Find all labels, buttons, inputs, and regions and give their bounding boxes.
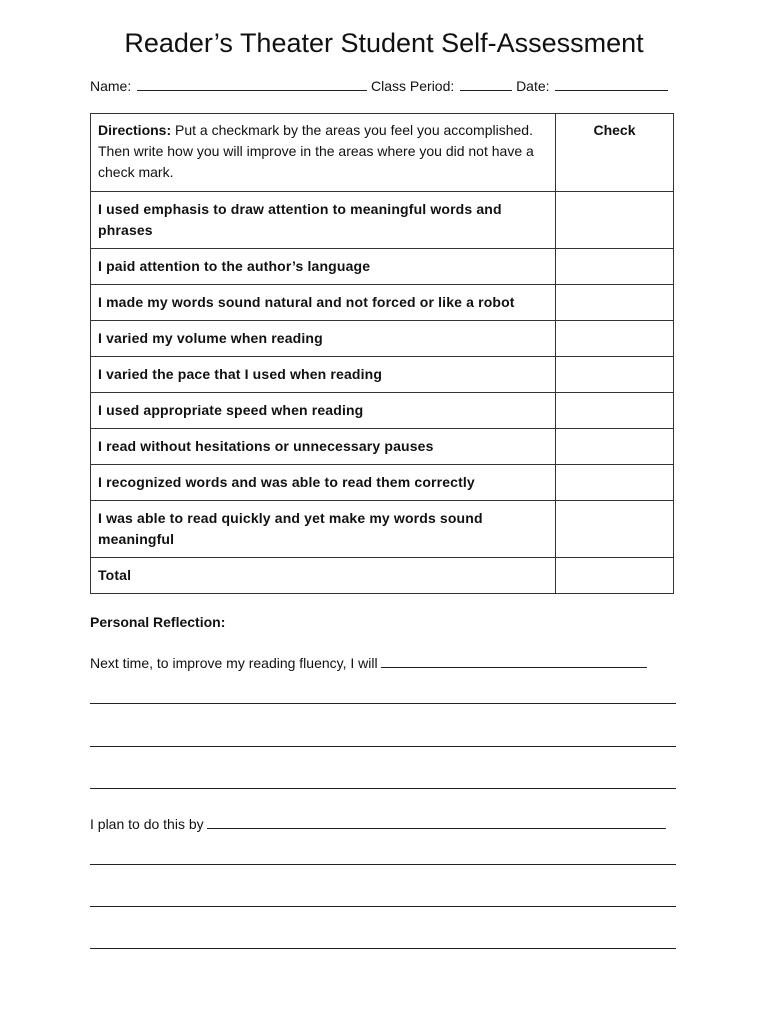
class-period-label: Class Period: — [371, 78, 455, 94]
check-box-cell[interactable] — [556, 429, 674, 465]
name-blank[interactable] — [137, 77, 367, 91]
check-box-cell[interactable] — [556, 393, 674, 429]
table-header-row — [91, 114, 674, 192]
check-box-cell[interactable] — [556, 285, 674, 321]
improve-answer-blank[interactable] — [381, 654, 647, 668]
criterion-label: I paid attention to the author’s language — [91, 249, 556, 285]
improve-prompt-text: Next time, to improve my reading fluency, I will — [90, 655, 378, 671]
table-row — [91, 429, 674, 465]
table-row — [91, 501, 674, 558]
total-value-cell[interactable] — [556, 558, 674, 594]
directions-cell — [91, 114, 556, 192]
table-row — [91, 249, 674, 285]
criterion-label: I varied my volume when reading — [91, 321, 556, 357]
table-row — [91, 357, 674, 393]
table-row — [91, 465, 674, 501]
reflection-prompt-plan — [90, 815, 666, 833]
writing-line[interactable] — [90, 746, 676, 747]
writing-line[interactable] — [90, 906, 676, 907]
check-box-cell[interactable] — [556, 192, 674, 249]
date-label: Date: — [516, 78, 550, 94]
criterion-label: I made my words sound natural and not forced or like a robot — [91, 285, 556, 321]
self-assessment-table — [90, 113, 674, 594]
writing-line[interactable] — [90, 948, 676, 949]
writing-line[interactable] — [90, 864, 676, 865]
check-column-header: Check — [556, 114, 674, 192]
date-blank[interactable] — [555, 77, 668, 91]
class-period-blank[interactable] — [460, 77, 512, 91]
check-box-cell[interactable] — [556, 249, 674, 285]
table-row — [91, 285, 674, 321]
criterion-label: I recognized words and was able to read them correctly — [91, 465, 556, 501]
table-row — [91, 192, 674, 249]
reflection-prompt-improve — [90, 654, 647, 672]
criterion-label: I varied the pace that I used when reading — [91, 357, 556, 393]
criterion-label: I used appropriate speed when reading — [91, 393, 556, 429]
writing-line[interactable] — [90, 788, 676, 789]
table-row — [91, 393, 674, 429]
criterion-label: I was able to read quickly and yet make my words sound meaningful — [91, 501, 556, 558]
criterion-label: I used emphasis to draw attention to meaningful words and phrases — [91, 192, 556, 249]
directions-label: Directions: — [98, 122, 172, 138]
page-title: Reader’s Theater Student Self-Assessment — [124, 28, 644, 58]
criterion-label: I read without hesitations or unnecessary pauses — [91, 429, 556, 465]
directions-text: Put a checkmark by the areas you feel you accomplished. Then write how you will improve in the areas where you did not have a check mark. — [98, 122, 534, 180]
check-box-cell[interactable] — [556, 321, 674, 357]
check-box-cell[interactable] — [556, 501, 674, 558]
total-label: Total — [91, 558, 556, 594]
total-row — [91, 558, 674, 594]
check-box-cell[interactable] — [556, 465, 674, 501]
student-info-line — [90, 77, 668, 95]
reflection-heading: Personal Reflection: — [90, 614, 226, 630]
plan-prompt-text: I plan to do this by — [90, 816, 204, 832]
table-row — [91, 321, 674, 357]
plan-answer-blank[interactable] — [207, 815, 666, 829]
check-box-cell[interactable] — [556, 357, 674, 393]
name-label: Name: — [90, 78, 132, 94]
writing-line[interactable] — [90, 703, 676, 704]
